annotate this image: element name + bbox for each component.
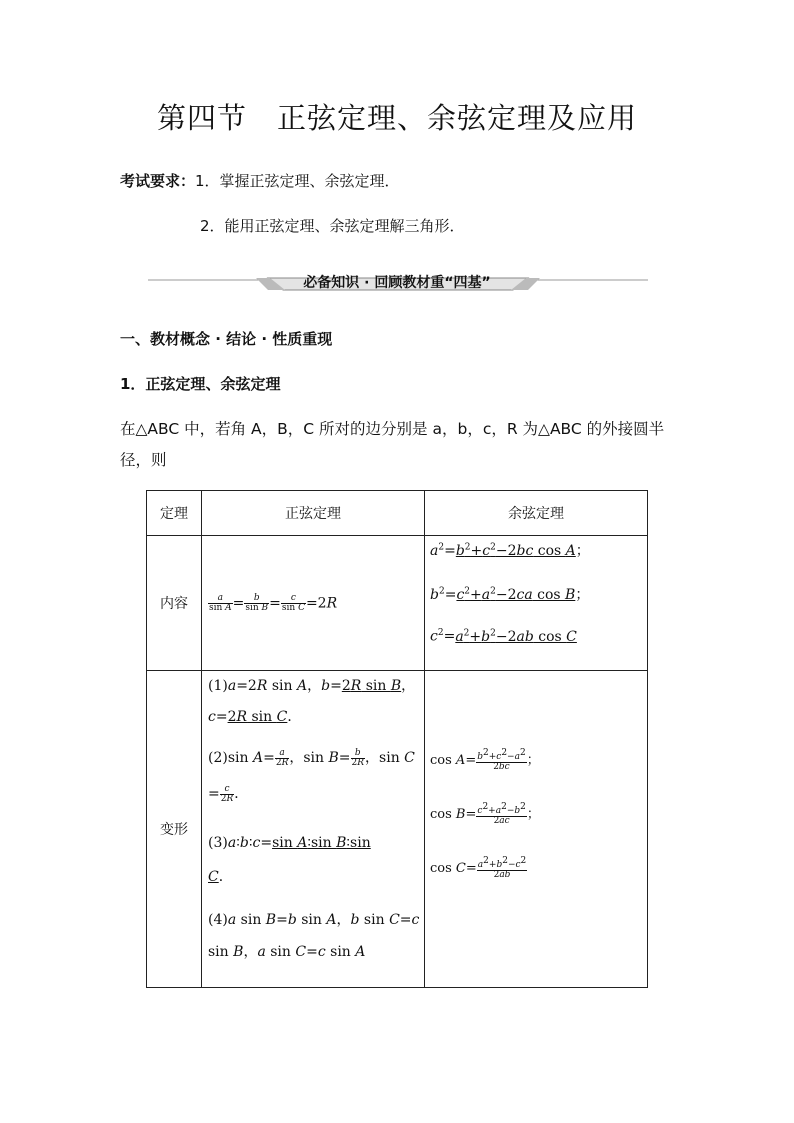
intro-line-1: 在△ABC 中，若角 A，B，C 所对的边分别是 a，b，c，R 为△ABC 的外接圆半 bbox=[120, 420, 665, 438]
sine-transform-4b: sin B，a sin C=c sin A bbox=[208, 944, 366, 960]
sine-transform-2: (2)sin A= $\frac{a}{2R}$ ，sin B= $\frac{b}{2R}$ ，sin C bbox=[208, 747, 415, 768]
sine-transform-1b: c=2R sin C． bbox=[208, 709, 302, 725]
header-theorem: 定理 bbox=[147, 491, 202, 536]
table-row-content bbox=[147, 536, 648, 671]
cos-c-formula: cos C= $\frac{a^2+b^2-c^2}{2ab}$ bbox=[430, 856, 527, 880]
requirement-2: 2．能用正弦定理、余弦定理解三角形． bbox=[200, 217, 465, 235]
requirement-1: 考试要求：1．掌握正弦定理、余弦定理． bbox=[120, 172, 400, 190]
sine-law-formula: $\frac{a}{\text{sin A}}$ = $\frac{b}{\text{sin B}}$ = $\frac{c}{\text{sin C}}$ =2R bbox=[209, 592, 338, 613]
row-label-content: 内容 bbox=[147, 536, 202, 671]
sine-law-transform bbox=[202, 671, 425, 988]
requirement-label: 考试要求： bbox=[120, 172, 196, 190]
cosine-law-transform bbox=[425, 671, 648, 988]
title-section-number: 第四节 bbox=[156, 101, 247, 135]
cosine-law-content bbox=[425, 536, 648, 671]
cos-b-formula: cos B= $\frac{c^2+a^2-b^2}{2ac}$ ； bbox=[430, 802, 540, 826]
sine-transform-1: (1)a=2R sin A，b=2R sin B， bbox=[208, 678, 416, 694]
cosine-formula-b: $b^2=c^2+a^2-2ca$ cos B； bbox=[430, 586, 590, 603]
cos-a-formula: cos A= $\frac{b^2+c^2-a^2}{2bc}$ ； bbox=[430, 748, 540, 772]
intro-paragraph bbox=[120, 414, 680, 476]
header-sine: 正弦定理 bbox=[202, 491, 425, 536]
subsection-heading: 1．正弦定理、余弦定理 bbox=[120, 375, 281, 393]
sine-transform-2b: = $\frac{c}{2R}$ ． bbox=[208, 783, 249, 804]
cosine-formula-c: $c^2=a^2+b^2-2ab$ cos C bbox=[430, 628, 577, 645]
section-heading: 一、教材概念 · 结论 · 性质重现 bbox=[120, 330, 333, 348]
intro-line-2: 径，则 bbox=[120, 451, 167, 469]
cosine-formula-a: $a^2=b^2+c^2-2bc$ cos A； bbox=[430, 542, 590, 559]
banner-label: 必备知识 · 回顾教材重“四基” bbox=[303, 275, 491, 291]
table-header-row bbox=[147, 491, 648, 536]
sine-law-content bbox=[202, 536, 425, 671]
sine-transform-4: (4)a sin B=b sin A，b sin C=c bbox=[208, 912, 420, 928]
title-topic: 正弦定理、余弦定理及应用 bbox=[277, 101, 638, 135]
theorem-table bbox=[146, 490, 648, 988]
page-title bbox=[0, 96, 794, 137]
sine-transform-3b: C． bbox=[208, 869, 233, 885]
row-label-transform: 变形 bbox=[147, 671, 202, 988]
sine-transform-3: (3)a∶b∶c=sin A∶sin B∶sin bbox=[208, 835, 371, 851]
header-cosine: 余弦定理 bbox=[425, 491, 648, 536]
table-row-transform bbox=[147, 671, 648, 988]
